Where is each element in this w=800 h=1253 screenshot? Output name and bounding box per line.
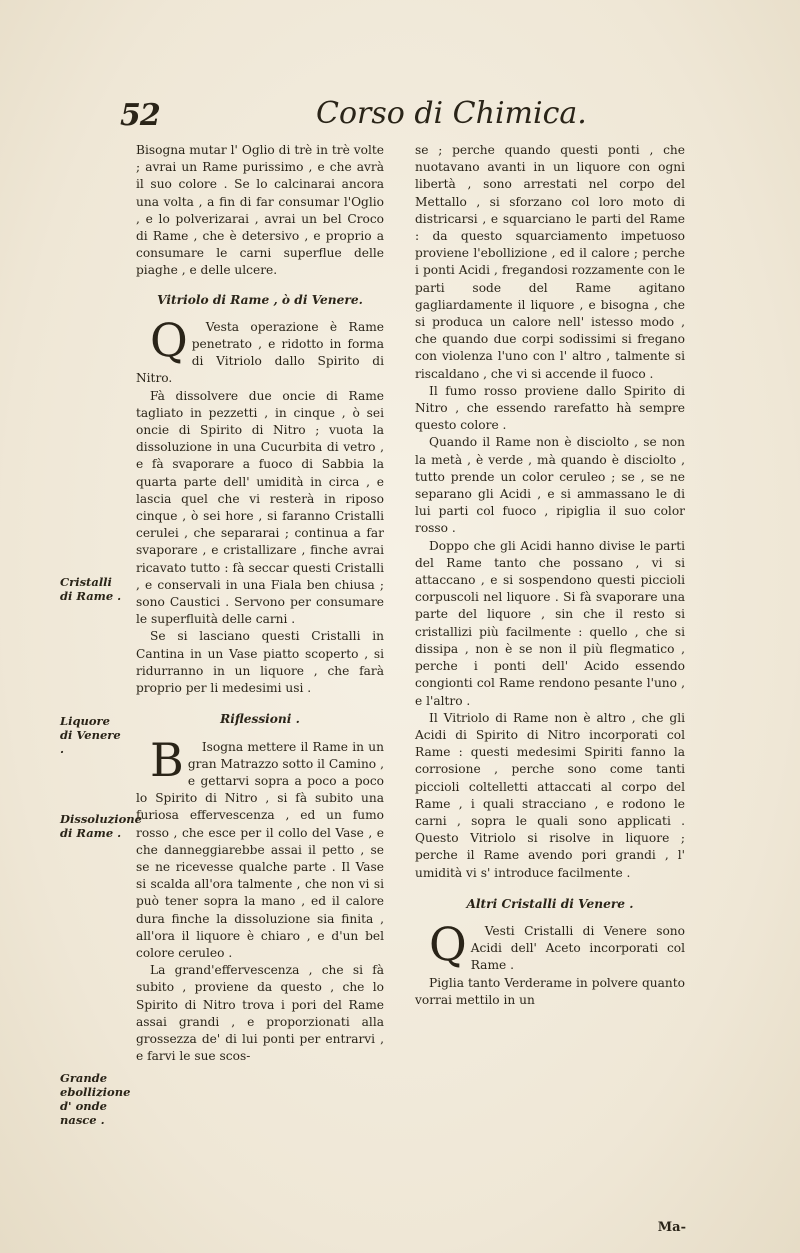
paragraph: se ; perche quando questi ponti , che nuotavano avanti in un liquore con ogni libertà , sono arrestati nel corpo del Mettallo , si sforzano col loro moto di districarsi , e squarciano le parti del Rame : da questo squarciamento impetuoso proviene l'ebollizione , ed il calore ; perche i ponti Acidi , fregandosi rozzamente con le parti sode del Rame agitano gagliardamente il liquore , e bisogna , che si produca un calore nell' istesso modo , che quando due corpi sodissimi si fregano con violenza l'uno con l' altro , talmente si riscaldano , che vi si accende il fuoco . xyxy=(415,143,685,381)
paragraph-text: Vesta operazione è Rame penetrato , e ridotto in forma di Vitriolo dallo Spirito di Nitro. xyxy=(136,319,384,386)
paragraph-text: Isogna mettere il Rame in un gran Matrazzo sotto il Camino , e gettarvi sopra a poco a poco lo Spirito di Nitro , si fà subito una furiosa effervescenza , ed un fumo rosso , che esce per il collo del Vase , e che danneggiarebbe assai il petto , se se ne ricevesse qualche parte . Il Vase si scalda all'ora talmente , che non vi si può tener sopra la mano , ed il calore dura finche la dissoluzione sia finita , all'ora il liquore è chiaro , e d'un bel colore ceruleo . xyxy=(136,739,384,960)
section-heading: Altri Cristalli di Venere . xyxy=(466,896,634,911)
section-heading: Vitriolo di Rame , ò di Venere. xyxy=(157,292,363,307)
paragraph: Doppo che gli Acidi hanno divise le parti del Rame tanto che possano , vi si attaccano , e si sospendono questi piccioli corpuscoli nel liquore . Si fà svaporare una parte del liquore , sin che il resto si cristallizi più facilmente : quello , che si dissipa , non è se non il più flegmatico , perche i ponti dell' Acido essendo congionti col Rame rendono pesante l'uno , e l'altro . xyxy=(415,538,685,708)
drop-cap: Q xyxy=(150,312,188,367)
left-column xyxy=(136,142,384,1065)
paragraph: Piglia tanto Verderame in polvere quanto vorrai mettilo in un xyxy=(415,975,685,1007)
paragraph: Quando il Rame non è disciolto , se non la metà , è verde , mà quando è disciolto , tutto prende un color ceruleo ; se , se ne separano gli Acidi , e si ammassano le di lui parti col fuoco , ripiglia il suo color rosso . xyxy=(415,435,685,536)
margin-note: Liquore di Venere . xyxy=(60,714,121,756)
page-number: 52 xyxy=(120,98,160,133)
paragraph: Il fumo rosso proviene dallo Spirito di Nitro , che essendo rarefatto hà sempre questo colore . xyxy=(415,383,685,433)
paragraph: Fà dissolvere due oncie di Rame tagliato in pezzetti , in cinque , ò sei oncie di Spirito di Nitro ; vuota la dissoluzione in una Cucurbita di vetro , e fà svaporare a fuoco di Sabbia la quarta parte dell' umidità in circa , e lascia quel che vi resterà in riposo cinque , ò sei hore , si faranno Cristalli cerulei , che separarai ; continua a far svaporare , e cristallizare , finche avrai ricavato tutto : fà seccar questi Cristalli , e conservali in una Fiala ben chiusa ; sono Caustici . Servono per consumare le superfluità delle carni . xyxy=(136,388,384,627)
drop-cap: B xyxy=(150,732,184,787)
margin-note: Dissoluzione di Rame . xyxy=(60,812,142,840)
page-header xyxy=(0,96,800,140)
paragraph xyxy=(136,312,384,388)
right-column xyxy=(415,142,685,1009)
margin-note: Cristalli di Rame . xyxy=(60,575,122,603)
paragraph: La grand'effervescenza , che si fà subito , proviene da questo , che lo Spirito di Nitro trova i pori del Rame assai grandi , e proporzionati alla grossezza de' di lui ponti per entrarvi , e farvi le sue scos- xyxy=(136,963,384,1064)
paragraph-text: Vesti Cristalli di Venere sono Acidi dell' Aceto incorporati col Rame . xyxy=(470,923,685,973)
drop-cap: Q xyxy=(429,916,467,971)
catchword: Ma- xyxy=(657,1220,686,1235)
margin-note: Grande ebollizione d' onde nasce . xyxy=(60,1071,131,1127)
paragraph xyxy=(415,916,685,975)
section-heading: Riflessioni . xyxy=(220,712,300,727)
paragraph: Se si lasciano questi Cristalli in Cantina in un Vase piatto scoperto , si ridurranno in un liquore , che farà proprio per li medesimi usi . xyxy=(136,629,384,696)
paragraph: Il Vitriolo di Rame non è altro , che gli Acidi di Spirito di Nitro incorporati col Rame : questi medesimi Spiriti fanno la corrosione , perche sono come tanti piccioli coltelletti attaccati al corpo del Rame , i quali stracciano , e rodono le carni , sopra le quali sono applicati . Questo Vitriolo si risolve in liquore ; perche il Rame avendo pori grandi , l' umidità vi s' introduce facilmente . xyxy=(415,710,685,880)
paragraph xyxy=(136,732,384,963)
running-head: Corso di Chimica. xyxy=(316,96,587,131)
paragraph: Bisogna mutar l' Oglio di trè in trè volte ; avrai un Rame purissimo , e che avrà il suo colore . Se lo calcinarai ancora una volta , a fin di far consumar l'Oglio , e lo polverizarai , avrai un bel Croco di Rame , che è detersivo , e proprio a consumare le carni superflue delle piaghe , e delle ulcere. xyxy=(136,143,384,278)
